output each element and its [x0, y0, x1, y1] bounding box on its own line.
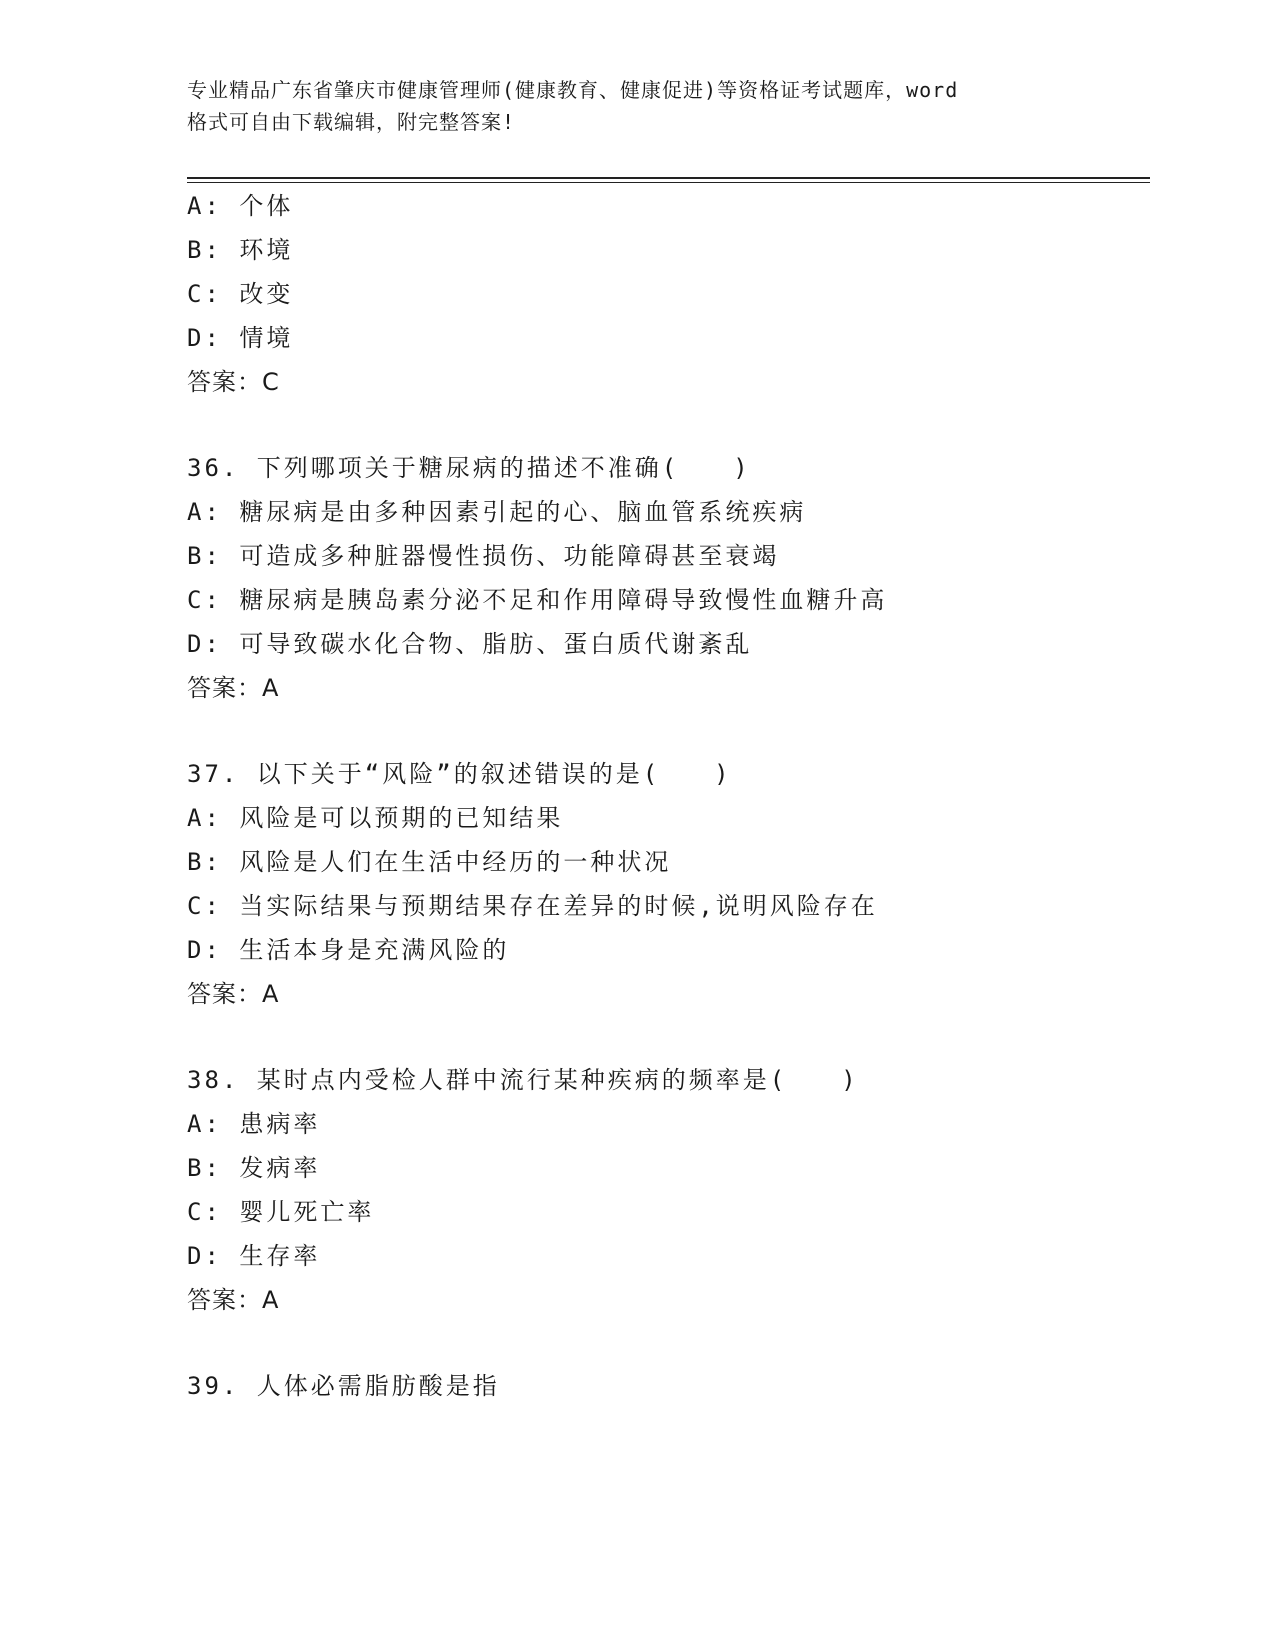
q37-option-d: D: 生活本身是充满风险的	[187, 936, 510, 964]
q38-question: 38. 某时点内受检人群中流行某种疾病的频率是( )	[187, 1066, 859, 1094]
q35-option-b: B: 环境	[187, 236, 294, 264]
q38-option-d: D: 生存率	[187, 1242, 321, 1270]
q37-option-b: B: 风险是人们在生活中经历的一种状况	[187, 848, 672, 876]
q36-question: 36. 下列哪项关于糖尿病的描述不准确( )	[187, 454, 751, 482]
q36-option-c: C: 糖尿病是胰岛素分泌不足和作用障碍导致慢性血糖升高	[187, 586, 888, 614]
q36-option-a: A: 糖尿病是由多种因素引起的心、脑血管系统疾病	[187, 498, 807, 526]
document-header	[187, 74, 1087, 138]
q38-option-c: C: 婴儿死亡率	[187, 1198, 375, 1226]
q38-answer: 答案：A	[187, 1286, 280, 1314]
q37-option-c: C: 当实际结果与预期结果存在差异的时候,说明风险存在	[187, 892, 878, 920]
q37-answer: 答案：A	[187, 980, 280, 1008]
q38-option-a: A: 患病率	[187, 1110, 321, 1138]
q37-question: 37. 以下关于“风险”的叙述错误的是( )	[187, 760, 732, 788]
q36-option-b: B: 可造成多种脏器慢性损伤、功能障碍甚至衰竭	[187, 542, 780, 570]
q35-answer: 答案：C	[187, 368, 280, 396]
q37-option-a: A: 风险是可以预期的已知结果	[187, 804, 564, 832]
q36-answer: 答案：A	[187, 674, 280, 702]
q35-option-c: C: 改变	[187, 280, 294, 308]
header-line-2: 格式可自由下载编辑，附完整答案!	[187, 110, 516, 134]
header-divider-thick	[187, 177, 1150, 179]
q36-option-d: D: 可导致碳水化合物、脂肪、蛋白质代谢紊乱	[187, 630, 753, 658]
q35-option-a: A: 个体	[187, 192, 294, 220]
q39-question: 39. 人体必需脂肪酸是指	[187, 1372, 500, 1400]
q35-option-d: D: 情境	[187, 324, 294, 352]
header-line-1: 专业精品广东省肇庆市健康管理师(健康教育、健康促进)等资格证考试题库，word	[187, 78, 959, 102]
header-divider-thin	[187, 182, 1150, 183]
q38-option-b: B: 发病率	[187, 1154, 321, 1182]
